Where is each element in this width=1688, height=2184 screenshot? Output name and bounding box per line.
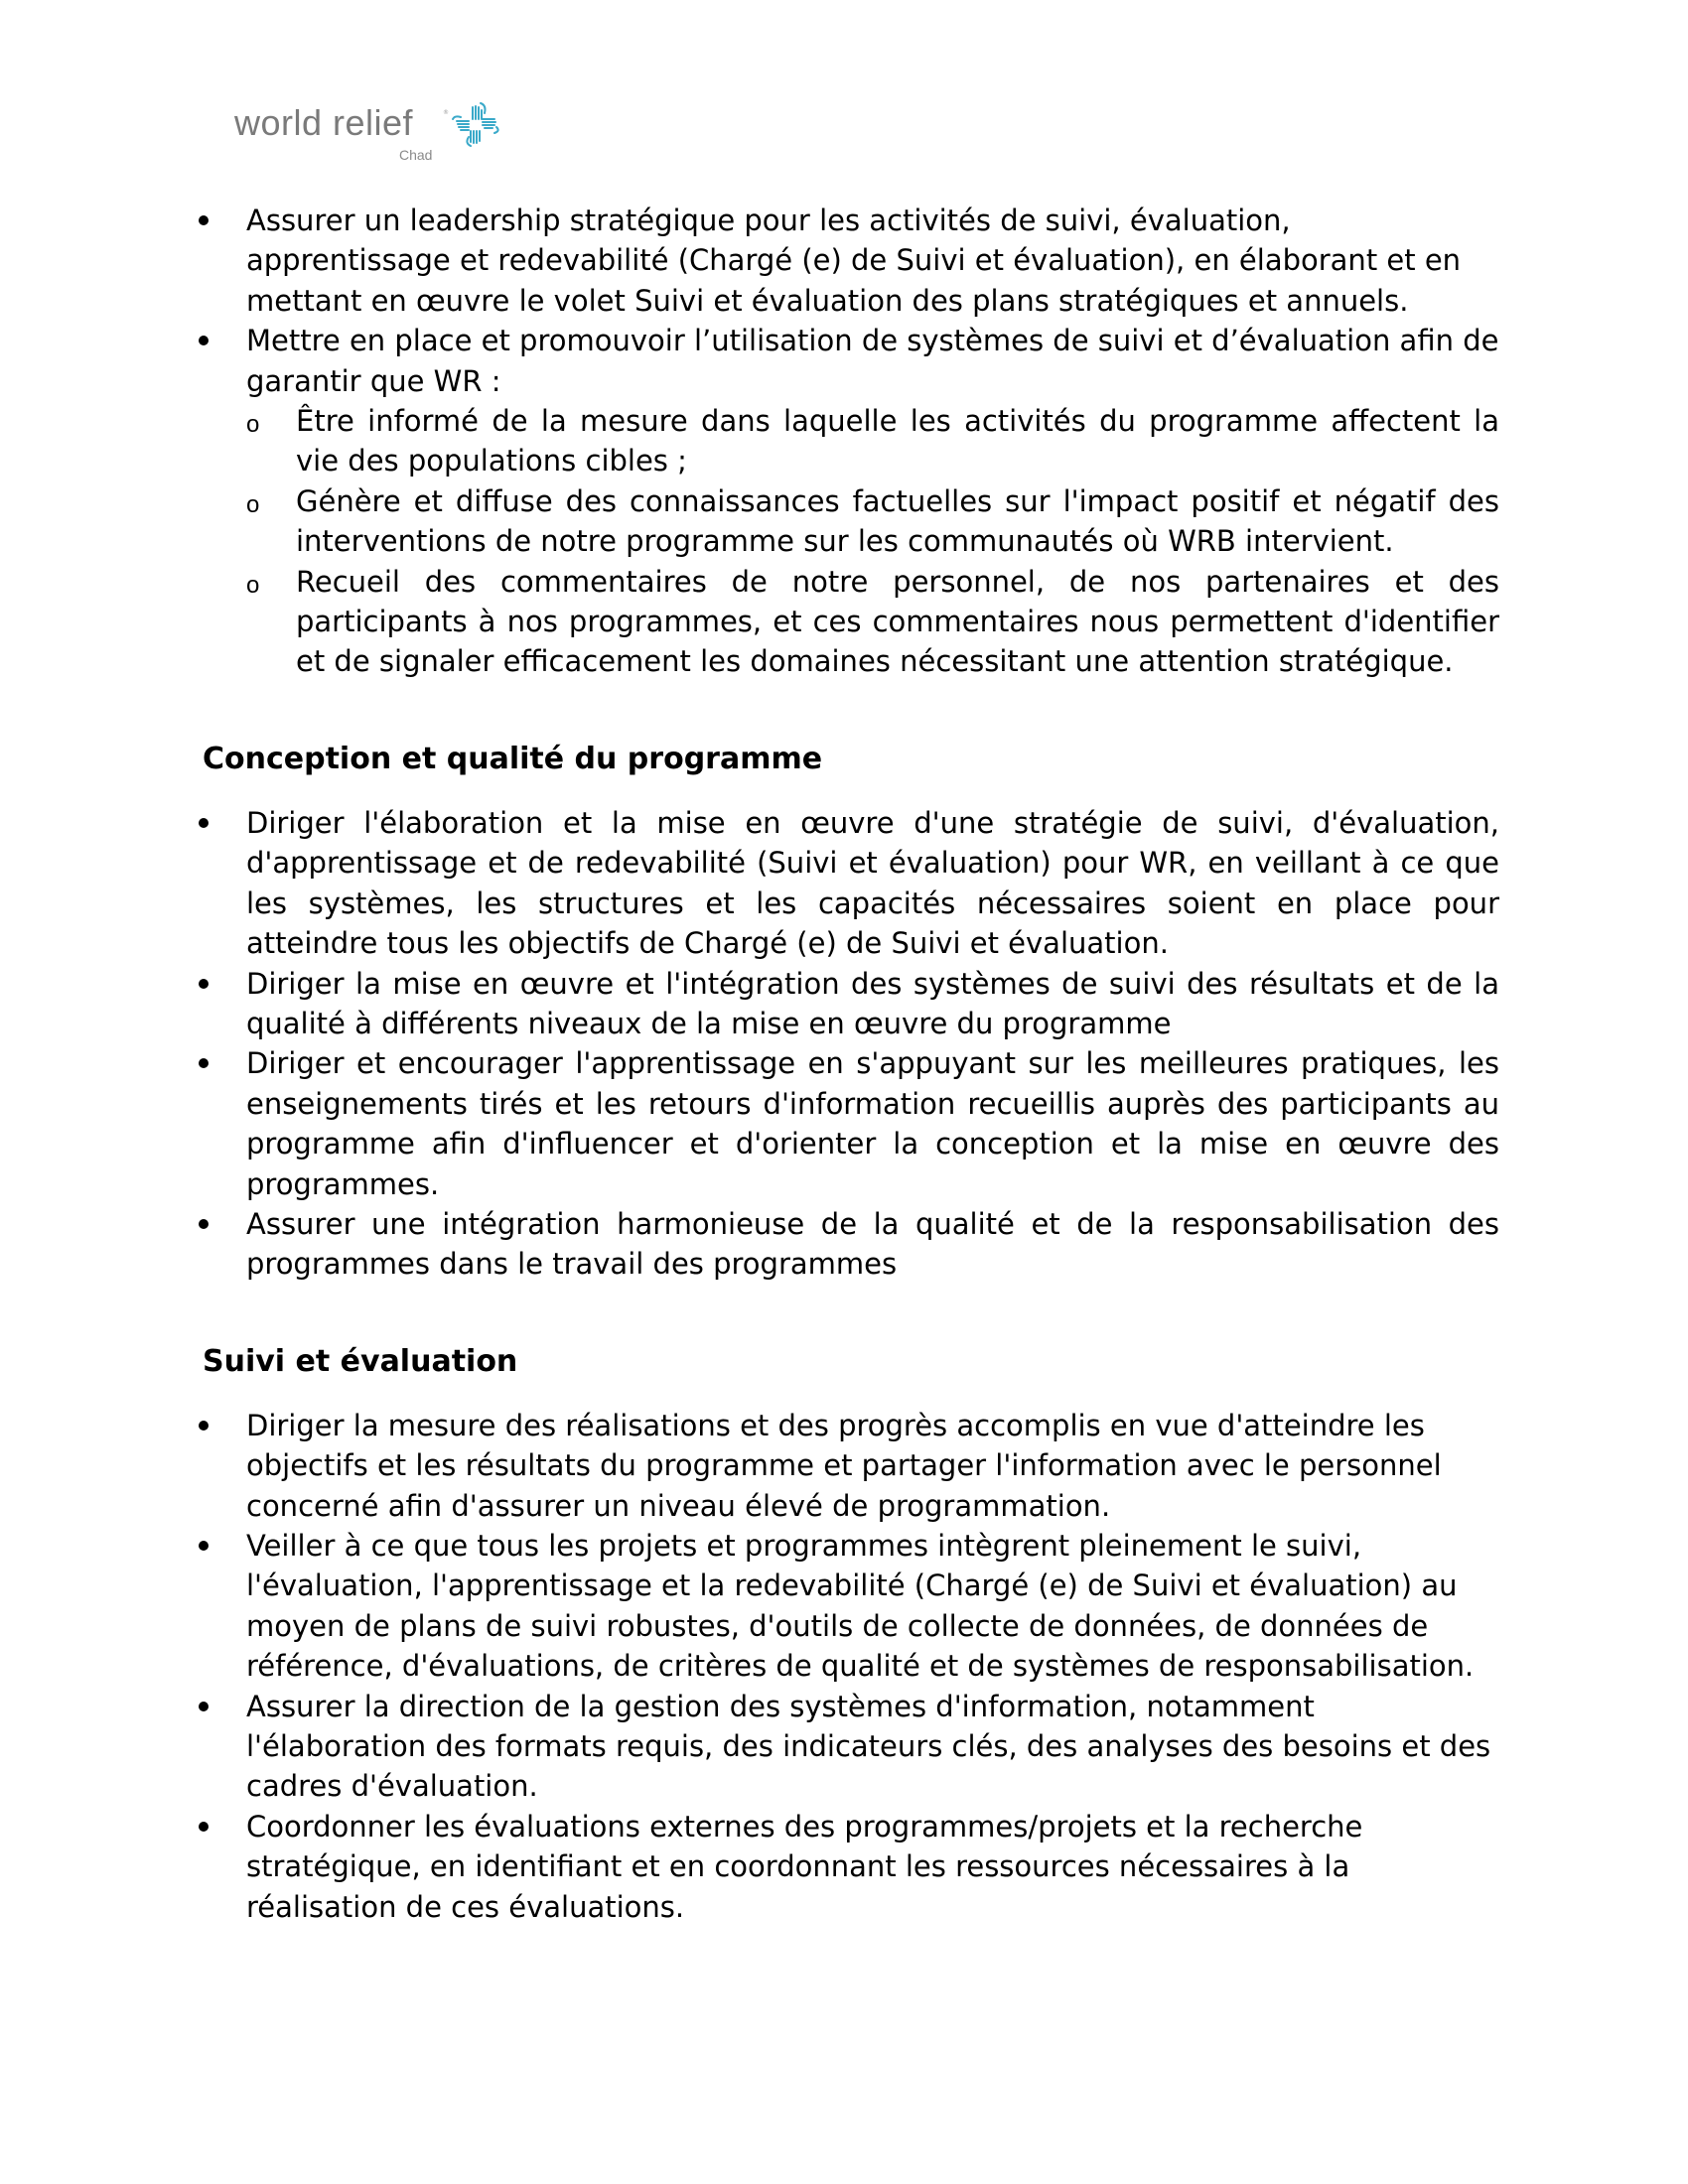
sub-list-item	[246, 481, 1499, 562]
bullet-text: Diriger la mise en œuvre et l'intégration des systèmes de suivi des résultats et de la qualité à différents niveaux de la mise en œuvre du programme	[246, 966, 1499, 1040]
sub-bullet-text: Recueil des commentaires de notre personnel, de nos partenaires et des participants à nos programmes, et ces commentaires nous permettent d'identifier et de signaler efficacement les domaines nécessitant une attention stratégique.	[296, 564, 1499, 679]
bullet-icon	[199, 1219, 209, 1229]
sub-bullet-text: Génère et diffuse des connaissances factuelles sur l'impact positif et négatif des interventions de notre programme sur les communautés où WRB intervient.	[296, 483, 1499, 559]
suivi-evaluation-bullet-list	[199, 1406, 1499, 1927]
hollow-bullet-icon: o	[246, 411, 260, 439]
list-item	[199, 1406, 1499, 1526]
list-item	[199, 964, 1499, 1044]
list-item	[199, 1526, 1499, 1687]
bullet-icon	[199, 1822, 209, 1832]
bullet-icon	[199, 1541, 209, 1551]
logo-text: world relief	[234, 102, 414, 143]
conception-bullet-list	[199, 803, 1499, 1285]
sub-list-item	[246, 401, 1499, 481]
bullet-icon	[199, 336, 209, 345]
bullet-text: Mettre en place et promouvoir l’utilisation de systèmes de suivi et d’évaluation afin de garantir que WR :	[246, 324, 1499, 398]
intro-bullet-list	[199, 201, 1499, 682]
world-relief-hands-cross-icon	[451, 101, 502, 147]
bullet-text: Diriger l'élaboration et la mise en œuvre d'une stratégie de suivi, d'évaluation, d'apprentissage et de redevabilité (Suivi et évaluation) pour WR, en veillant à ce que les systèmes, les structures et les capacités nécessaires soient en place pour atteindre tous les objectifs de Chargé (e) de Suivi et évaluation.	[246, 805, 1499, 961]
bullet-icon	[199, 1421, 209, 1431]
sub-bullet-text: Être informé de la mesure dans laquelle les activités du programme affectent la vie des populations cibles ;	[296, 404, 1499, 478]
bullet-text: Veiller à ce que tous les projets et programmes intègrent pleinement le suivi, l'évaluation, l'apprentissage et la redevabilité (Chargé (e) de Suivi et évaluation) au moyen de plans de suivi robustes, d'outils de collecte de données, de données de référence, d'évaluations, de critères de qualité et de systèmes de responsabilisation.	[246, 1528, 1475, 1684]
list-item	[199, 1204, 1499, 1285]
bullet-text: Diriger et encourager l'apprentissage en s'appuyant sur les meilleures pratiques, les enseignements tirés et les retours d'information recueillis auprès des participants au programme afin d'influencer et d'orienter la conception et la mise en œuvre des programmes.	[246, 1046, 1499, 1201]
bullet-icon	[199, 215, 209, 225]
sub-list-item	[246, 562, 1499, 682]
bullet-icon	[199, 818, 209, 828]
hollow-bullet-icon: o	[246, 571, 260, 599]
bullet-icon	[199, 1058, 209, 1068]
list-item	[199, 321, 1499, 682]
bullet-text: Coordonner les évaluations externes des programmes/projets et la recherche stratégique, en identifiant et en coordonnant les ressources nécessaires à la réalisation de ces évaluations.	[246, 1809, 1363, 1924]
bullet-text: Assurer la direction de la gestion des systèmes d'information, notamment l'élaboration des formats requis, des indicateurs clés, des analyses des besoins et des cadres d'évaluation.	[246, 1689, 1491, 1804]
section-heading-suivi-evaluation: Suivi et évaluation	[203, 1343, 518, 1379]
sub-bullet-list	[246, 401, 1499, 682]
list-item	[199, 201, 1499, 321]
bullet-text: Assurer un leadership stratégique pour les activités de suivi, évaluation, apprentissage et redevabilité (Chargé (e) de Suivi et évaluation), en élaborant et en mettant en œuvre le volet Suivi et évaluation des plans stratégiques et annuels.	[246, 204, 1462, 318]
bullet-text: Diriger la mesure des réalisations et des progrès accomplis en vue d'atteindre les objectifs et les résultats du programme et partager l'information avec le personnel concerné afin d'assurer un niveau élevé de programmation.	[246, 1408, 1442, 1523]
list-item	[199, 1043, 1499, 1204]
bullet-icon	[199, 979, 209, 989]
list-item	[199, 1807, 1499, 1927]
bullet-text: Assurer une intégration harmonieuse de la qualité et de la responsabilisation des programmes dans le travail des programmes	[246, 1206, 1499, 1282]
document-body	[199, 201, 1499, 1927]
bullet-icon	[199, 1702, 209, 1711]
list-item	[199, 1687, 1499, 1807]
list-item	[199, 803, 1499, 964]
hollow-bullet-icon: o	[246, 490, 260, 518]
section-heading-conception: Conception et qualité du programme	[203, 741, 823, 776]
world-relief-logo	[234, 97, 522, 167]
logo-subtitle: Chad	[399, 147, 433, 163]
registered-mark: ®	[443, 109, 449, 116]
